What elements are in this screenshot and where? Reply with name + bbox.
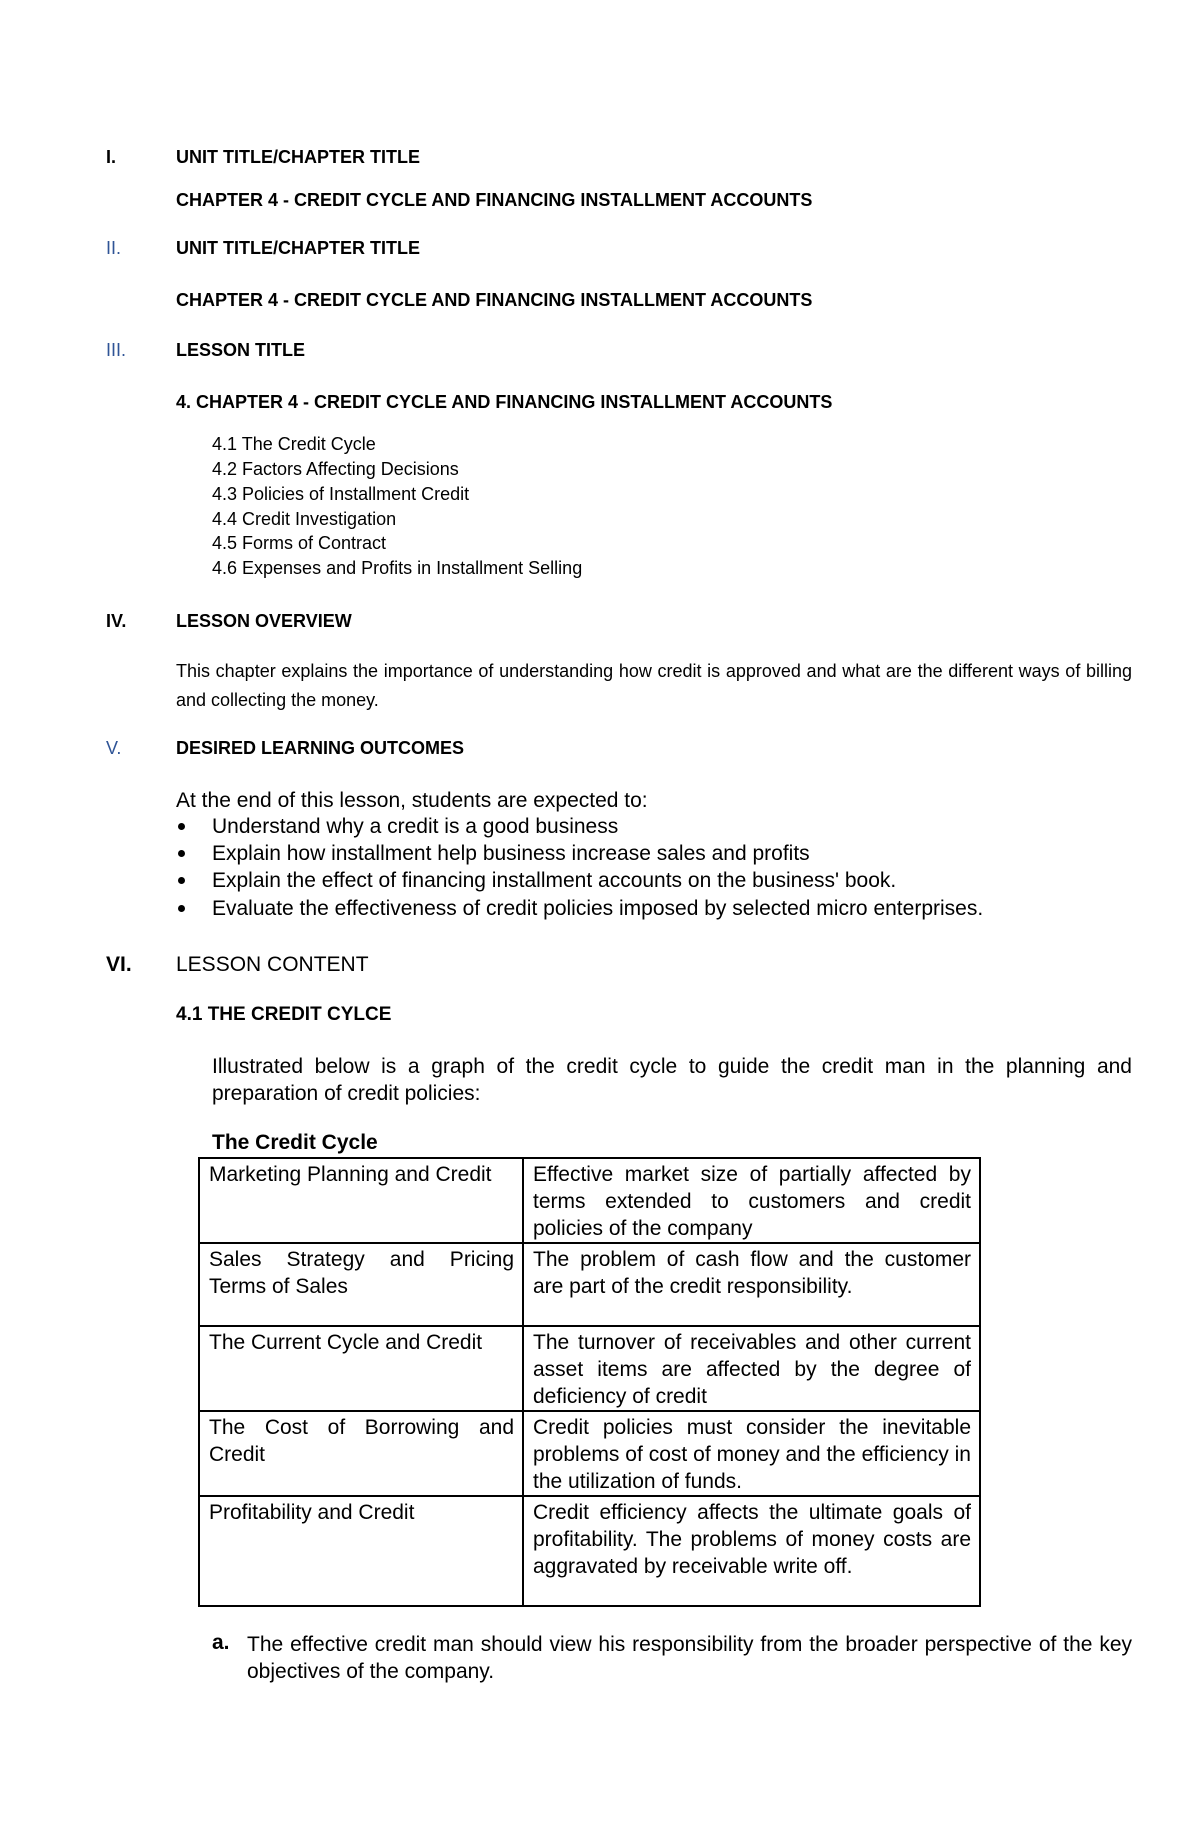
section-title: UNIT TITLE/CHAPTER TITLE <box>176 147 420 167</box>
table-title: The Credit Cycle <box>212 1131 378 1154</box>
table-cell-topic: Sales Strategy and Pricing Terms of Sales <box>199 1243 523 1326</box>
section-numeral: I. <box>106 147 117 167</box>
topic-item: 4.6 Expenses and Profits in Installment Selling <box>212 558 583 578</box>
section-title: LESSON TITLE <box>176 340 306 360</box>
bullet-icon <box>178 823 185 830</box>
outcome-item: Explain how installment help business increase sales and profits <box>212 842 810 865</box>
table-cell-description: The problem of cash flow and the customer are part of the credit responsibility. <box>523 1243 980 1326</box>
outcome-item: Evaluate the effectiveness of credit policies imposed by selected micro enterprises. <box>212 897 984 920</box>
bullet-icon <box>178 905 185 912</box>
topic-item: 4.2 Factors Affecting Decisions <box>212 459 459 479</box>
note-paragraph: The effective credit man should view his responsibility from the broader perspective of the key objectives of the company. <box>247 1633 1132 1683</box>
section-numeral: III. <box>106 340 127 360</box>
outcome-item: Explain the effect of financing installment accounts on the business' book. <box>212 869 897 892</box>
content-intro: Illustrated below is a graph of the credit cycle to guide the credit man in the planning and preparation of credit policies: <box>212 1055 1132 1105</box>
section-title: UNIT TITLE/CHAPTER TITLE <box>176 238 420 258</box>
table-cell-topic: The Cost of Borrowing and Credit <box>199 1411 523 1496</box>
topic-item: 4.1 The Credit Cycle <box>212 434 376 454</box>
table-cell-topic: Profitability and Credit <box>199 1496 523 1606</box>
subsection-title: 4.1 THE CREDIT CYLCE <box>176 1004 392 1025</box>
table-row <box>199 1158 980 1243</box>
section-numeral: VI. <box>106 953 132 976</box>
topic-item: 4.4 Credit Investigation <box>212 509 397 529</box>
table-cell-topic: The Current Cycle and Credit <box>199 1326 523 1411</box>
topic-item: 4.3 Policies of Installment Credit <box>212 484 470 504</box>
table-row <box>199 1243 980 1326</box>
section-numeral: IV. <box>106 611 127 631</box>
section-title: LESSON CONTENT <box>176 953 369 976</box>
bullet-icon <box>178 850 185 857</box>
section-numeral: II. <box>106 238 122 258</box>
credit-cycle-table <box>198 1157 981 1607</box>
section-numeral: V. <box>106 738 122 758</box>
outcomes-intro: At the end of this lesson, students are expected to: <box>176 789 648 812</box>
table-cell-description: The turnover of receivables and other current asset items are affected by the degree of deficiency of credit <box>523 1326 980 1411</box>
overview-paragraph: This chapter explains the importance of understanding how credit is approved and what are the different ways of billing and collecting the money. <box>176 661 1132 710</box>
table-cell-description: Credit efficiency affects the ultimate goals of profitability. The problems of money costs are aggravated by receivable write off. <box>523 1496 980 1606</box>
table-row <box>199 1496 980 1606</box>
table-row <box>199 1411 980 1496</box>
outcome-item: Understand why a credit is a good business <box>212 815 619 838</box>
note-label: a. <box>212 1631 230 1654</box>
table-cell-description: Effective market size of partially affected by terms extended to customers and credit policies of the company <box>523 1158 980 1243</box>
chapter-title: CHAPTER 4 - CREDIT CYCLE AND FINANCING INSTALLMENT ACCOUNTS <box>176 290 813 310</box>
bullet-icon <box>178 877 185 884</box>
section-title: DESIRED LEARNING OUTCOMES <box>176 738 465 758</box>
chapter-title: CHAPTER 4 - CREDIT CYCLE AND FINANCING INSTALLMENT ACCOUNTS <box>176 190 813 210</box>
topic-item: 4.5 Forms of Contract <box>212 533 387 553</box>
table-cell-description: Credit policies must consider the inevitable problems of cost of money and the efficiency in the utilization of funds. <box>523 1411 980 1496</box>
lesson-title: 4. CHAPTER 4 - CREDIT CYCLE AND FINANCING INSTALLMENT ACCOUNTS <box>176 392 833 412</box>
table-cell-topic: Marketing Planning and Credit <box>199 1158 523 1243</box>
section-title: LESSON OVERVIEW <box>176 611 352 631</box>
table-row <box>199 1326 980 1411</box>
